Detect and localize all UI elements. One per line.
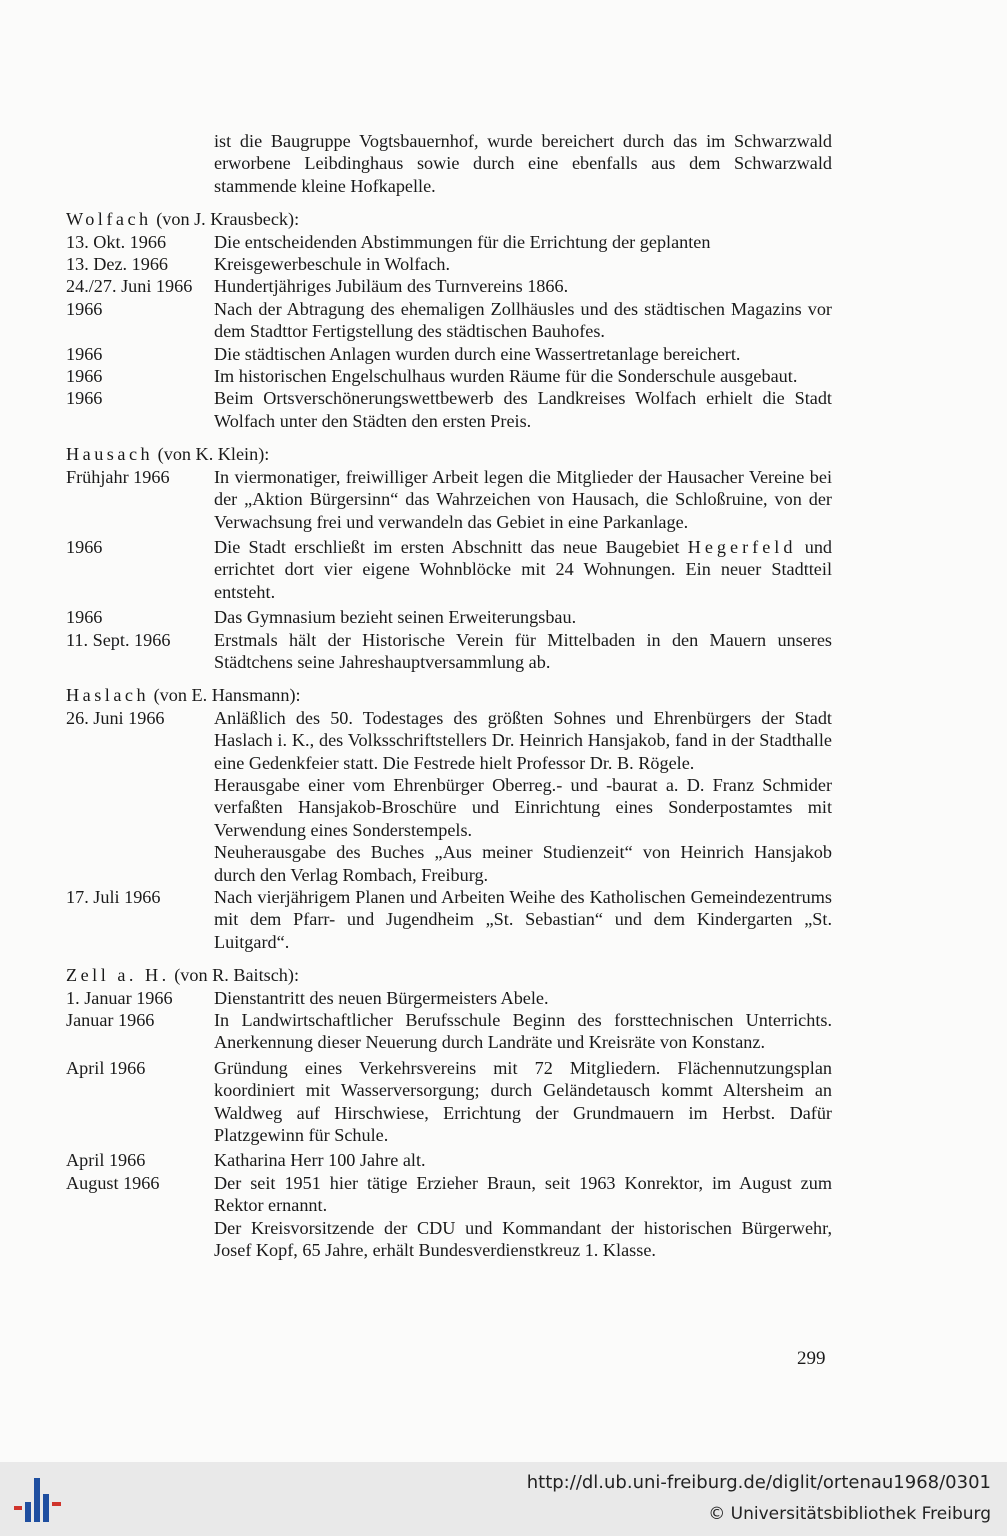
- entry-date: 13. Okt. 1966: [66, 231, 167, 252]
- entry-date: April 1966: [66, 1150, 146, 1171]
- entry-date: 24./27. Juni 1966: [66, 276, 193, 297]
- chronicle-entry: [66, 1172, 832, 1217]
- entry-text: Das Gymnasium bezieht seinen Erweiterungsbau.: [214, 607, 577, 628]
- ub-freiburg-logo-icon: [14, 1476, 66, 1524]
- entry-text: Nach der Abtragung des ehemaligen Zollhäusles und des städtischen Magazins vor dem Stadttor Fertigstellung des städtischen Bauhofes.: [214, 298, 832, 342]
- entry-date: 1966: [66, 343, 103, 364]
- chronicle-entry: [66, 987, 832, 1009]
- chronicle-entry: [66, 1217, 832, 1262]
- entry-date: Frühjahr 1966: [66, 466, 170, 487]
- entry-date: 1966: [66, 536, 103, 557]
- chronicle-entry: [66, 387, 832, 432]
- entry-text: In viermonatiger, freiwilliger Arbeit legen die Mitglieder der Hausacher Vereine bei der „Aktion Bürgersinn“ das Wahrzeichen von Hausach, die Schloßruine, von der Verwachsung frei und verwandeln das Gebiet in eine Parkanlage.: [214, 466, 832, 532]
- chronicle-entry: [66, 774, 832, 841]
- entry-text: Gründung eines Verkehrsvereins mit 72 Mitgliedern. Flächennutzungsplan koordiniert mit Wasserversorgung; durch Geländetausch kommt Altersheim an Waldweg auf Hirschwiese, Errichtung der Grundmauern im Herbst. Dafür Platzgewinn für Schule.: [214, 1057, 832, 1146]
- entry-date: 13. Dez. 1966: [66, 254, 169, 275]
- lead-paragraph: ist die Baugruppe Vogtsbauernhof, wurde bereichert durch das im Schwarzwald erworbene Leibdinghaus sowie durch eine ebenfalls aus dem Schwarzwald stammende kleine Hofkapelle.: [214, 131, 832, 196]
- section-author: (von E. Hansmann):: [149, 685, 301, 706]
- entry-text: Im historischen Engelschulhaus wurden Räume für die Sonderschule ausgebaut.: [214, 366, 798, 387]
- chronicle-entry: [66, 275, 832, 297]
- section-wolfach: [66, 208, 832, 432]
- section-heading: [66, 684, 832, 706]
- library-footer-bar: [0, 1462, 1007, 1536]
- entry-date: August 1966: [66, 1172, 160, 1193]
- entry-text: Katharina Herr 100 Jahre alt.: [214, 1150, 426, 1171]
- entry-text: Der Kreisvorsitzende der CDU und Kommandant der historischen Bürgerwehr, Josef Kopf, 65 Jahre, erhält Bundesverdienstkreuz 1. Klasse.: [214, 1217, 832, 1261]
- entry-date: 17. Juli 1966: [66, 887, 161, 907]
- entry-date: Januar 1966: [66, 1010, 155, 1031]
- entry-text: Der seit 1951 hier tätige Erzieher Braun, seit 1963 Konrektor, im August zum Rektor ernannt.: [214, 1172, 832, 1216]
- chronicle-entry: [66, 1149, 832, 1171]
- page-number: 299: [797, 1348, 826, 1369]
- page-content: [66, 130, 832, 1262]
- chronicle-entry: [66, 536, 832, 603]
- section-author: (von J. Krausbeck):: [151, 209, 300, 230]
- entry-date: 1966: [66, 607, 103, 628]
- entry-text: In Landwirtschaftlicher Berufsschule Beginn des forsttechnischen Unterrichts. Anerkennung dieser Neuerung durch Landräte und Kreisräte von Konstanz.: [214, 1010, 832, 1053]
- entry-text: Die städtischen Anlagen wurden durch eine Wassertretanlage bereichert.: [214, 343, 741, 364]
- entry-text: Kreisgewerbeschule in Wolfach.: [214, 254, 451, 275]
- entry-date: 1. Januar 1966: [66, 987, 173, 1008]
- section-place: Zell a. H.: [66, 965, 170, 986]
- entry-text-spaced: Hegerfeld: [687, 536, 797, 557]
- chronicle-entry: [66, 707, 832, 774]
- entry-date: 1966: [66, 366, 103, 387]
- chronicle-entry: [66, 886, 832, 953]
- entry-text: Neuherausgabe des Buches „Aus meiner Studienzeit“ von Heinrich Hansjakob durch den Verlag Rombach, Freiburg.: [214, 842, 832, 885]
- entry-text: Anläßlich des 50. Todestages des größten Sohnes und Ehrenbürgers der Stadt Haslach i. K., des Volksschriftstellers Dr. Heinrich Hansjakob, fand in der Stadthalle eine Gedenkfeier statt. Die Festrede hielt Professor Dr. B. Rögele.: [214, 707, 832, 773]
- entry-date: 1966: [66, 298, 103, 319]
- entry-text: Die entscheidenden Abstimmungen für die Errichtung der geplanten: [214, 231, 711, 252]
- section-place: Wolfach: [66, 209, 152, 230]
- entry-text: Herausgabe einer vom Ehrenbürger Oberreg.- und -baurat a. D. Franz Schmider verfaßten Hansjakob-Broschüre und Einrichtung eines Sonderpostamtes mit Verwendung eines Sonderstempels.: [214, 774, 832, 840]
- entry-text: Erstmals hält der Historische Verein für Mittelbaden in den Mauern unseres Städtchens seine Jahreshauptversammlung ab.: [214, 629, 832, 672]
- entry-text-after: und errichtet dort vier eigene Wohnblöcke mit 24 Wohnungen. Ein neuer Stadtteil entsteht.: [214, 536, 833, 602]
- entry-date: [66, 1217, 214, 1262]
- entry-date: 11. Sept. 1966: [66, 629, 171, 650]
- entry-date: 26. Juni 1966: [66, 707, 165, 728]
- chronicle-entry: [66, 466, 832, 533]
- section-place: Hausach: [66, 444, 154, 465]
- copyright-text: © Universitätsbibliothek Freiburg: [708, 1504, 991, 1524]
- entry-date: April 1966: [66, 1057, 146, 1078]
- chronicle-entry: [66, 1009, 832, 1054]
- chronicle-entry: [66, 606, 832, 628]
- section-heading: [66, 443, 832, 465]
- chronicle-entry: [66, 298, 832, 343]
- entry-text: [214, 536, 832, 603]
- entry-text: Dienstantritt des neuen Bürgermeisters Abele.: [214, 987, 549, 1008]
- entry-date: [66, 774, 214, 841]
- entry-text-before: Die Stadt erschließt im ersten Abschnitt das neue Baugebiet: [214, 536, 688, 557]
- section-haslach: [66, 684, 832, 953]
- entry-text: Nach vierjährigem Planen und Arbeiten Weihe des Katholischen Gemeindezentrums mit dem Pfarr- und Jugendheim „St. Sebastian“ und dem Kindergarten „St. Luitgard“.: [214, 887, 832, 952]
- entry-date: [66, 841, 214, 886]
- section-zell: [66, 964, 832, 1261]
- chronicle-entry: [66, 1057, 832, 1147]
- chronicle-entry: [66, 343, 832, 365]
- entry-text: Beim Ortsverschönerungswettbewerb des Landkreises Wolfach erhielt die Stadt Wolfach unter den Städten den ersten Preis.: [214, 388, 832, 431]
- chronicle-entry: [66, 841, 832, 886]
- section-hausach: [66, 443, 832, 673]
- chronicle-entry: [66, 365, 832, 387]
- document-url-link[interactable]: http://dl.ub.uni-freiburg.de/diglit/ortenau1968/0301: [526, 1472, 991, 1493]
- section-heading: [66, 964, 832, 986]
- section-author: (von R. Baitsch):: [169, 965, 300, 986]
- chronicle-entry: [66, 231, 832, 253]
- section-place: Haslach: [66, 685, 150, 706]
- section-author: (von K. Klein):: [153, 444, 270, 465]
- chronicle-entry: [66, 629, 832, 674]
- entry-date: 1966: [66, 388, 103, 409]
- section-heading: [66, 208, 832, 230]
- chronicle-entry: [66, 253, 832, 275]
- entry-text: Hundertjähriges Jubiläum des Turnvereins 1866.: [214, 276, 569, 297]
